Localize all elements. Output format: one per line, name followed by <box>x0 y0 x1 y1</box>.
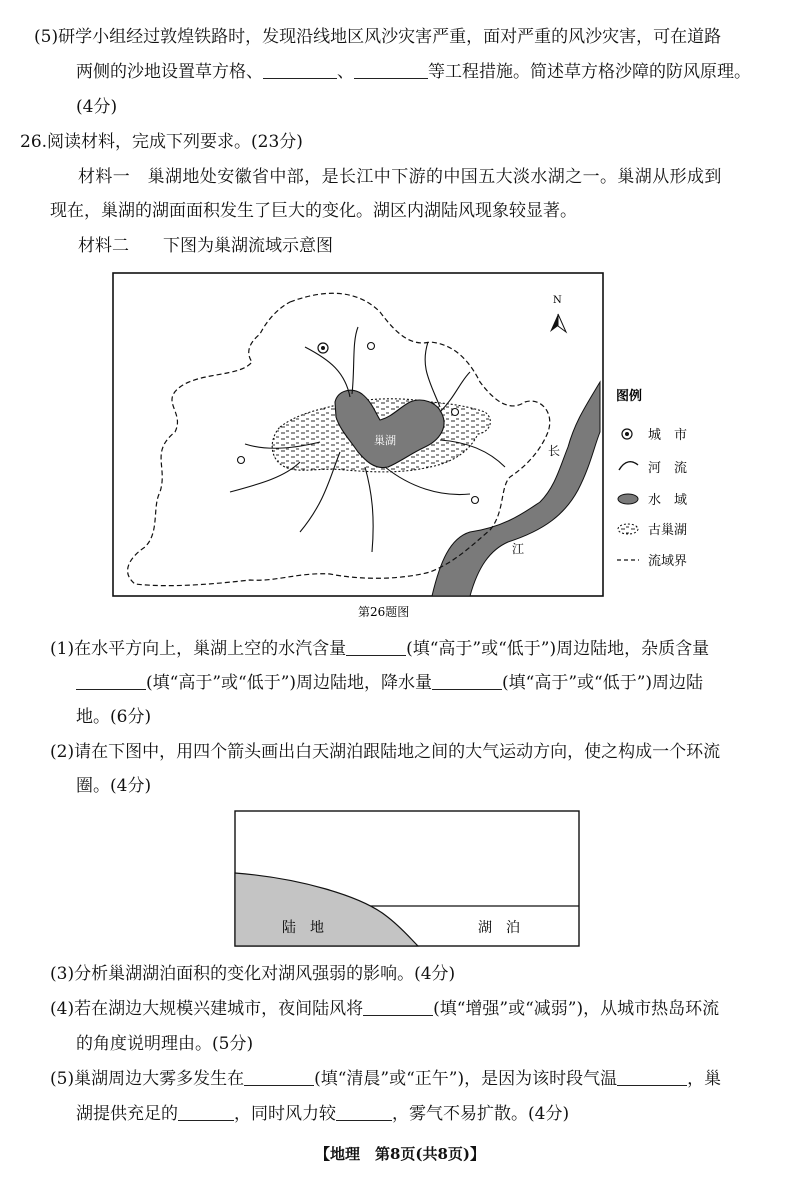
page-footer: 【地理 第8页(共8页)】 <box>314 1145 486 1163</box>
q25-5-line1: (5)研学小组经过敦煌铁路时，发现沿线地区风沙灾害严重，面对严重的风沙灾害，可在道路 <box>34 27 722 47</box>
answer-blank[interactable] <box>363 999 433 1016</box>
lake-label: 巢湖 <box>374 434 396 447</box>
map-legend <box>616 388 687 569</box>
material1-line1: 材料一 巢湖地处安徽省中部，是长江中下游的中国五大淡水湖之一。巢湖从形成到 <box>78 167 722 187</box>
river-label-jiang: 江 <box>512 542 525 556</box>
legend-boundary: 流域界 <box>648 554 688 569</box>
svg-text:N: N <box>553 295 562 306</box>
answer-blank[interactable] <box>178 1104 234 1121</box>
answer-blank[interactable] <box>76 673 146 690</box>
q26-1-line2: (填“高于”或“低于”)周边陆地，降水量 (填“高于”或“低于”)周边陆 <box>76 672 703 694</box>
legend-title: 图例 <box>616 389 643 404</box>
legend-ancient-lake: 古巢湖 <box>648 523 688 538</box>
answer-blank[interactable] <box>263 62 337 79</box>
chaohu-basin-map <box>0 262 800 622</box>
q26-1-line1: (1)在水平方向上，巢湖上空的水汽含量 (填“高于”或“低于”)周边陆地，杂质含量 <box>50 639 710 659</box>
answer-blank[interactable] <box>617 1069 687 1086</box>
lake-label-diagram: 湖 泊 <box>478 920 520 936</box>
q26-heading: 26.阅读材料，完成下列要求。(23分) <box>20 132 303 152</box>
q26-3: (3)分析巢湖湖泊面积的变化对湖风强弱的影响。(4分) <box>50 964 456 984</box>
q26-5-line1: (5)巢湖周边大雾多发生在 (填“清晨”或“正午”)，是因为该时段气温 ，巢 <box>50 1069 722 1089</box>
q26-1-line3: 地。(6分) <box>76 707 152 727</box>
material1-line2: 现在，巢湖的湖面面积发生了巨大的变化。湖区内湖陆风现象较显著。 <box>50 201 577 221</box>
q26-2-line1: (2)请在下图中，用四个箭头画出白天湖泊跟陆地之间的大气运动方向，使之构成一个环流 <box>50 742 721 762</box>
legend-river: 河 流 <box>648 461 688 476</box>
q25-5-text-a: 两侧的沙地设置草方格、 <box>76 62 263 82</box>
material2: 材料二 下图为巢湖流域示意图 <box>78 236 333 256</box>
answer-blank[interactable] <box>336 1104 392 1121</box>
q26-5-line2: 湖提供充足的 ，同时风力较 ，雾气不易扩散。(4分) <box>76 1104 570 1124</box>
figure-caption: 第26题图 <box>358 605 410 619</box>
answer-blank[interactable] <box>346 639 406 656</box>
q26-4-line1: (4)若在湖边大规模兴建城市，夜间陆风将 (填“增强”或“减弱”)，从城市热岛环流 <box>50 999 720 1019</box>
q26-4-line2: 的角度说明理由。(5分) <box>76 1034 254 1054</box>
q25-5-line3: (4分) <box>76 97 118 117</box>
answer-blank[interactable] <box>354 62 428 79</box>
legend-water: 水 域 <box>648 493 688 508</box>
q26-2-line2: 圈。(4分) <box>76 776 152 796</box>
river-label-chang: 长 <box>548 444 561 458</box>
answer-blank[interactable] <box>432 673 502 690</box>
legend-city: 城 市 <box>648 428 688 443</box>
lake-land-diagram[interactable] <box>0 800 800 960</box>
land-label: 陆 地 <box>282 920 324 936</box>
answer-blank[interactable] <box>244 1069 314 1086</box>
q25-5-text-b: 、 <box>337 62 354 82</box>
q25-5-line2 <box>76 61 751 83</box>
q25-5-text-c: 等工程措施。简述草方格沙障的防风原理。 <box>428 62 751 82</box>
